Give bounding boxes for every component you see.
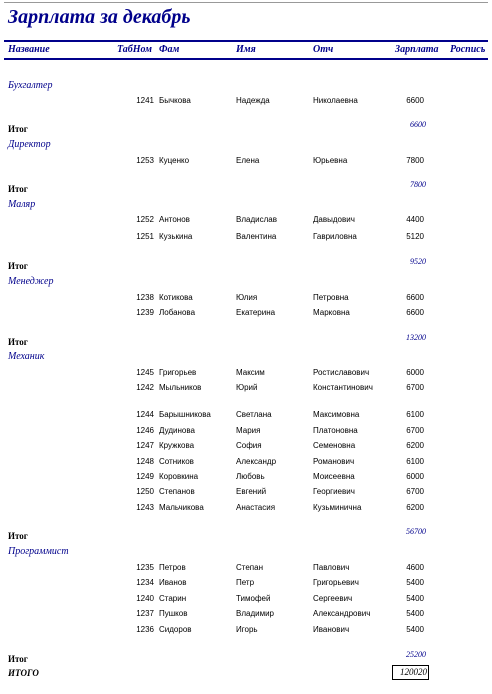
- cell-tabnum: 1251: [136, 232, 154, 241]
- cell-salary: 6700: [406, 426, 424, 435]
- group-title: Маляр: [8, 199, 36, 210]
- cell-otch: Романович: [313, 457, 355, 466]
- cell-salary: 4400: [406, 215, 424, 224]
- group-title: Бухгалтер: [8, 80, 53, 91]
- grand-total-label: ИТОГО: [8, 668, 39, 678]
- cell-fam: Коровкина: [159, 472, 199, 481]
- cell-otch: Ростиславович: [313, 368, 370, 377]
- cell-tabnum: 1242: [136, 383, 154, 392]
- cell-fam: Степанов: [159, 487, 195, 496]
- header-rule-bottom: [4, 58, 488, 60]
- col-header-fam: Фам: [159, 44, 180, 55]
- col-header-im: Имя: [236, 44, 256, 55]
- group-total-label: Итог: [8, 184, 28, 194]
- cell-im: Елена: [236, 156, 260, 165]
- cell-fam: Дудинова: [159, 426, 195, 435]
- cell-salary: 6200: [406, 503, 424, 512]
- cell-salary: 5400: [406, 625, 424, 634]
- cell-otch: Максимовна: [313, 410, 360, 419]
- cell-fam: Мальчикова: [159, 503, 204, 512]
- report-title: Зарплата за декабрь: [8, 6, 191, 28]
- cell-fam: Куценко: [159, 156, 190, 165]
- cell-im: София: [236, 441, 262, 450]
- col-header-sign: Роспись: [450, 44, 486, 55]
- cell-tabnum: 1252: [136, 215, 154, 224]
- cell-salary: 5400: [406, 594, 424, 603]
- cell-im: Тимофей: [236, 594, 271, 603]
- cell-fam: Иванов: [159, 578, 187, 587]
- cell-im: Петр: [236, 578, 255, 587]
- cell-otch: Семеновна: [313, 441, 356, 450]
- cell-otch: Георгиевич: [313, 487, 355, 496]
- cell-fam: Кузькина: [159, 232, 193, 241]
- cell-salary: 6600: [406, 293, 424, 302]
- group-title: Директор: [8, 139, 51, 150]
- cell-tabnum: 1247: [136, 441, 154, 450]
- cell-im: Александр: [236, 457, 277, 466]
- cell-im: Юлия: [236, 293, 258, 302]
- group-title: Менеджер: [8, 276, 54, 287]
- group-total-value: 9520: [410, 257, 426, 266]
- cell-tabnum: 1243: [136, 503, 154, 512]
- group-total-label: Итог: [8, 261, 28, 271]
- cell-otch: Давыдович: [313, 215, 355, 224]
- group-title: Механик: [8, 351, 45, 362]
- cell-fam: Барышникова: [159, 410, 211, 419]
- cell-salary: 5400: [406, 609, 424, 618]
- cell-tabnum: 1250: [136, 487, 154, 496]
- cell-tabnum: 1246: [136, 426, 154, 435]
- cell-im: Мария: [236, 426, 261, 435]
- cell-salary: 6000: [406, 368, 424, 377]
- cell-tabnum: 1236: [136, 625, 154, 634]
- cell-otch: Кузьминична: [313, 503, 362, 512]
- group-total-value: 25200: [406, 650, 426, 659]
- col-header-tabnum: ТабНом: [117, 44, 152, 55]
- cell-tabnum: 1241: [136, 96, 154, 105]
- cell-fam: Антонов: [159, 215, 190, 224]
- cell-im: Евгений: [236, 487, 267, 496]
- cell-im: Владимир: [236, 609, 275, 618]
- cell-fam: Сотников: [159, 457, 194, 466]
- group-total-label: Итог: [8, 654, 28, 664]
- cell-fam: Петров: [159, 563, 186, 572]
- group-total-value: 56700: [406, 527, 426, 536]
- cell-salary: 7800: [406, 156, 424, 165]
- cell-tabnum: 1234: [136, 578, 154, 587]
- cell-otch: Марковна: [313, 308, 350, 317]
- cell-tabnum: 1239: [136, 308, 154, 317]
- group-title: Программист: [8, 546, 69, 557]
- cell-fam: Старин: [159, 594, 187, 603]
- cell-im: Любовь: [236, 472, 265, 481]
- group-total-value: 6600: [410, 120, 426, 129]
- group-total-value: 7800: [410, 180, 426, 189]
- cell-salary: 6100: [406, 457, 424, 466]
- cell-salary: 5400: [406, 578, 424, 587]
- cell-tabnum: 1244: [136, 410, 154, 419]
- cell-salary: 6200: [406, 441, 424, 450]
- cell-tabnum: 1248: [136, 457, 154, 466]
- cell-otch: Моисеевна: [313, 472, 355, 481]
- cell-fam: Бычкова: [159, 96, 191, 105]
- cell-otch: Платоновна: [313, 426, 358, 435]
- cell-im: Анастасия: [236, 503, 276, 512]
- cell-im: Надежда: [236, 96, 270, 105]
- top-rule: [4, 2, 488, 3]
- cell-otch: Сергеевич: [313, 594, 353, 603]
- cell-salary: 6000: [406, 472, 424, 481]
- cell-salary: 5120: [406, 232, 424, 241]
- cell-fam: Котикова: [159, 293, 193, 302]
- cell-fam: Григорьев: [159, 368, 197, 377]
- cell-fam: Лобанова: [159, 308, 196, 317]
- cell-fam: Пушков: [159, 609, 188, 618]
- cell-otch: Юрьевна: [313, 156, 348, 165]
- cell-otch: Павлович: [313, 563, 350, 572]
- cell-im: Игорь: [236, 625, 258, 634]
- cell-salary: 6100: [406, 410, 424, 419]
- group-total-label: Итог: [8, 124, 28, 134]
- col-header-name: Название: [8, 44, 50, 55]
- cell-otch: Николаевна: [313, 96, 358, 105]
- cell-im: Екатерина: [236, 308, 276, 317]
- grand-total-value: 120020: [392, 665, 429, 680]
- cell-otch: Константинович: [313, 383, 373, 392]
- cell-tabnum: 1253: [136, 156, 154, 165]
- cell-fam: Сидоров: [159, 625, 192, 634]
- cell-tabnum: 1240: [136, 594, 154, 603]
- cell-im: Владислав: [236, 215, 277, 224]
- group-total-value: 13200: [406, 333, 426, 342]
- cell-otch: Григорьевич: [313, 578, 359, 587]
- col-header-otch: Отч: [313, 44, 334, 55]
- cell-salary: 6700: [406, 487, 424, 496]
- cell-otch: Александрович: [313, 609, 371, 618]
- cell-otch: Иванович: [313, 625, 350, 634]
- cell-fam: Мыльников: [159, 383, 202, 392]
- cell-tabnum: 1237: [136, 609, 154, 618]
- col-header-salary: Зарплата: [395, 44, 439, 55]
- cell-tabnum: 1235: [136, 563, 154, 572]
- cell-im: Степан: [236, 563, 263, 572]
- cell-im: Юрий: [236, 383, 258, 392]
- cell-salary: 4600: [406, 563, 424, 572]
- cell-salary: 6600: [406, 96, 424, 105]
- group-total-label: Итог: [8, 531, 28, 541]
- group-total-label: Итог: [8, 337, 28, 347]
- cell-fam: Кружкова: [159, 441, 195, 450]
- cell-im: Максим: [236, 368, 265, 377]
- cell-otch: Петровна: [313, 293, 349, 302]
- header-rule-top: [4, 40, 488, 42]
- cell-tabnum: 1238: [136, 293, 154, 302]
- cell-salary: 6600: [406, 308, 424, 317]
- cell-otch: Гавриловна: [313, 232, 357, 241]
- cell-tabnum: 1249: [136, 472, 154, 481]
- cell-salary: 6700: [406, 383, 424, 392]
- cell-im: Светлана: [236, 410, 272, 419]
- cell-tabnum: 1245: [136, 368, 154, 377]
- cell-im: Валентина: [236, 232, 277, 241]
